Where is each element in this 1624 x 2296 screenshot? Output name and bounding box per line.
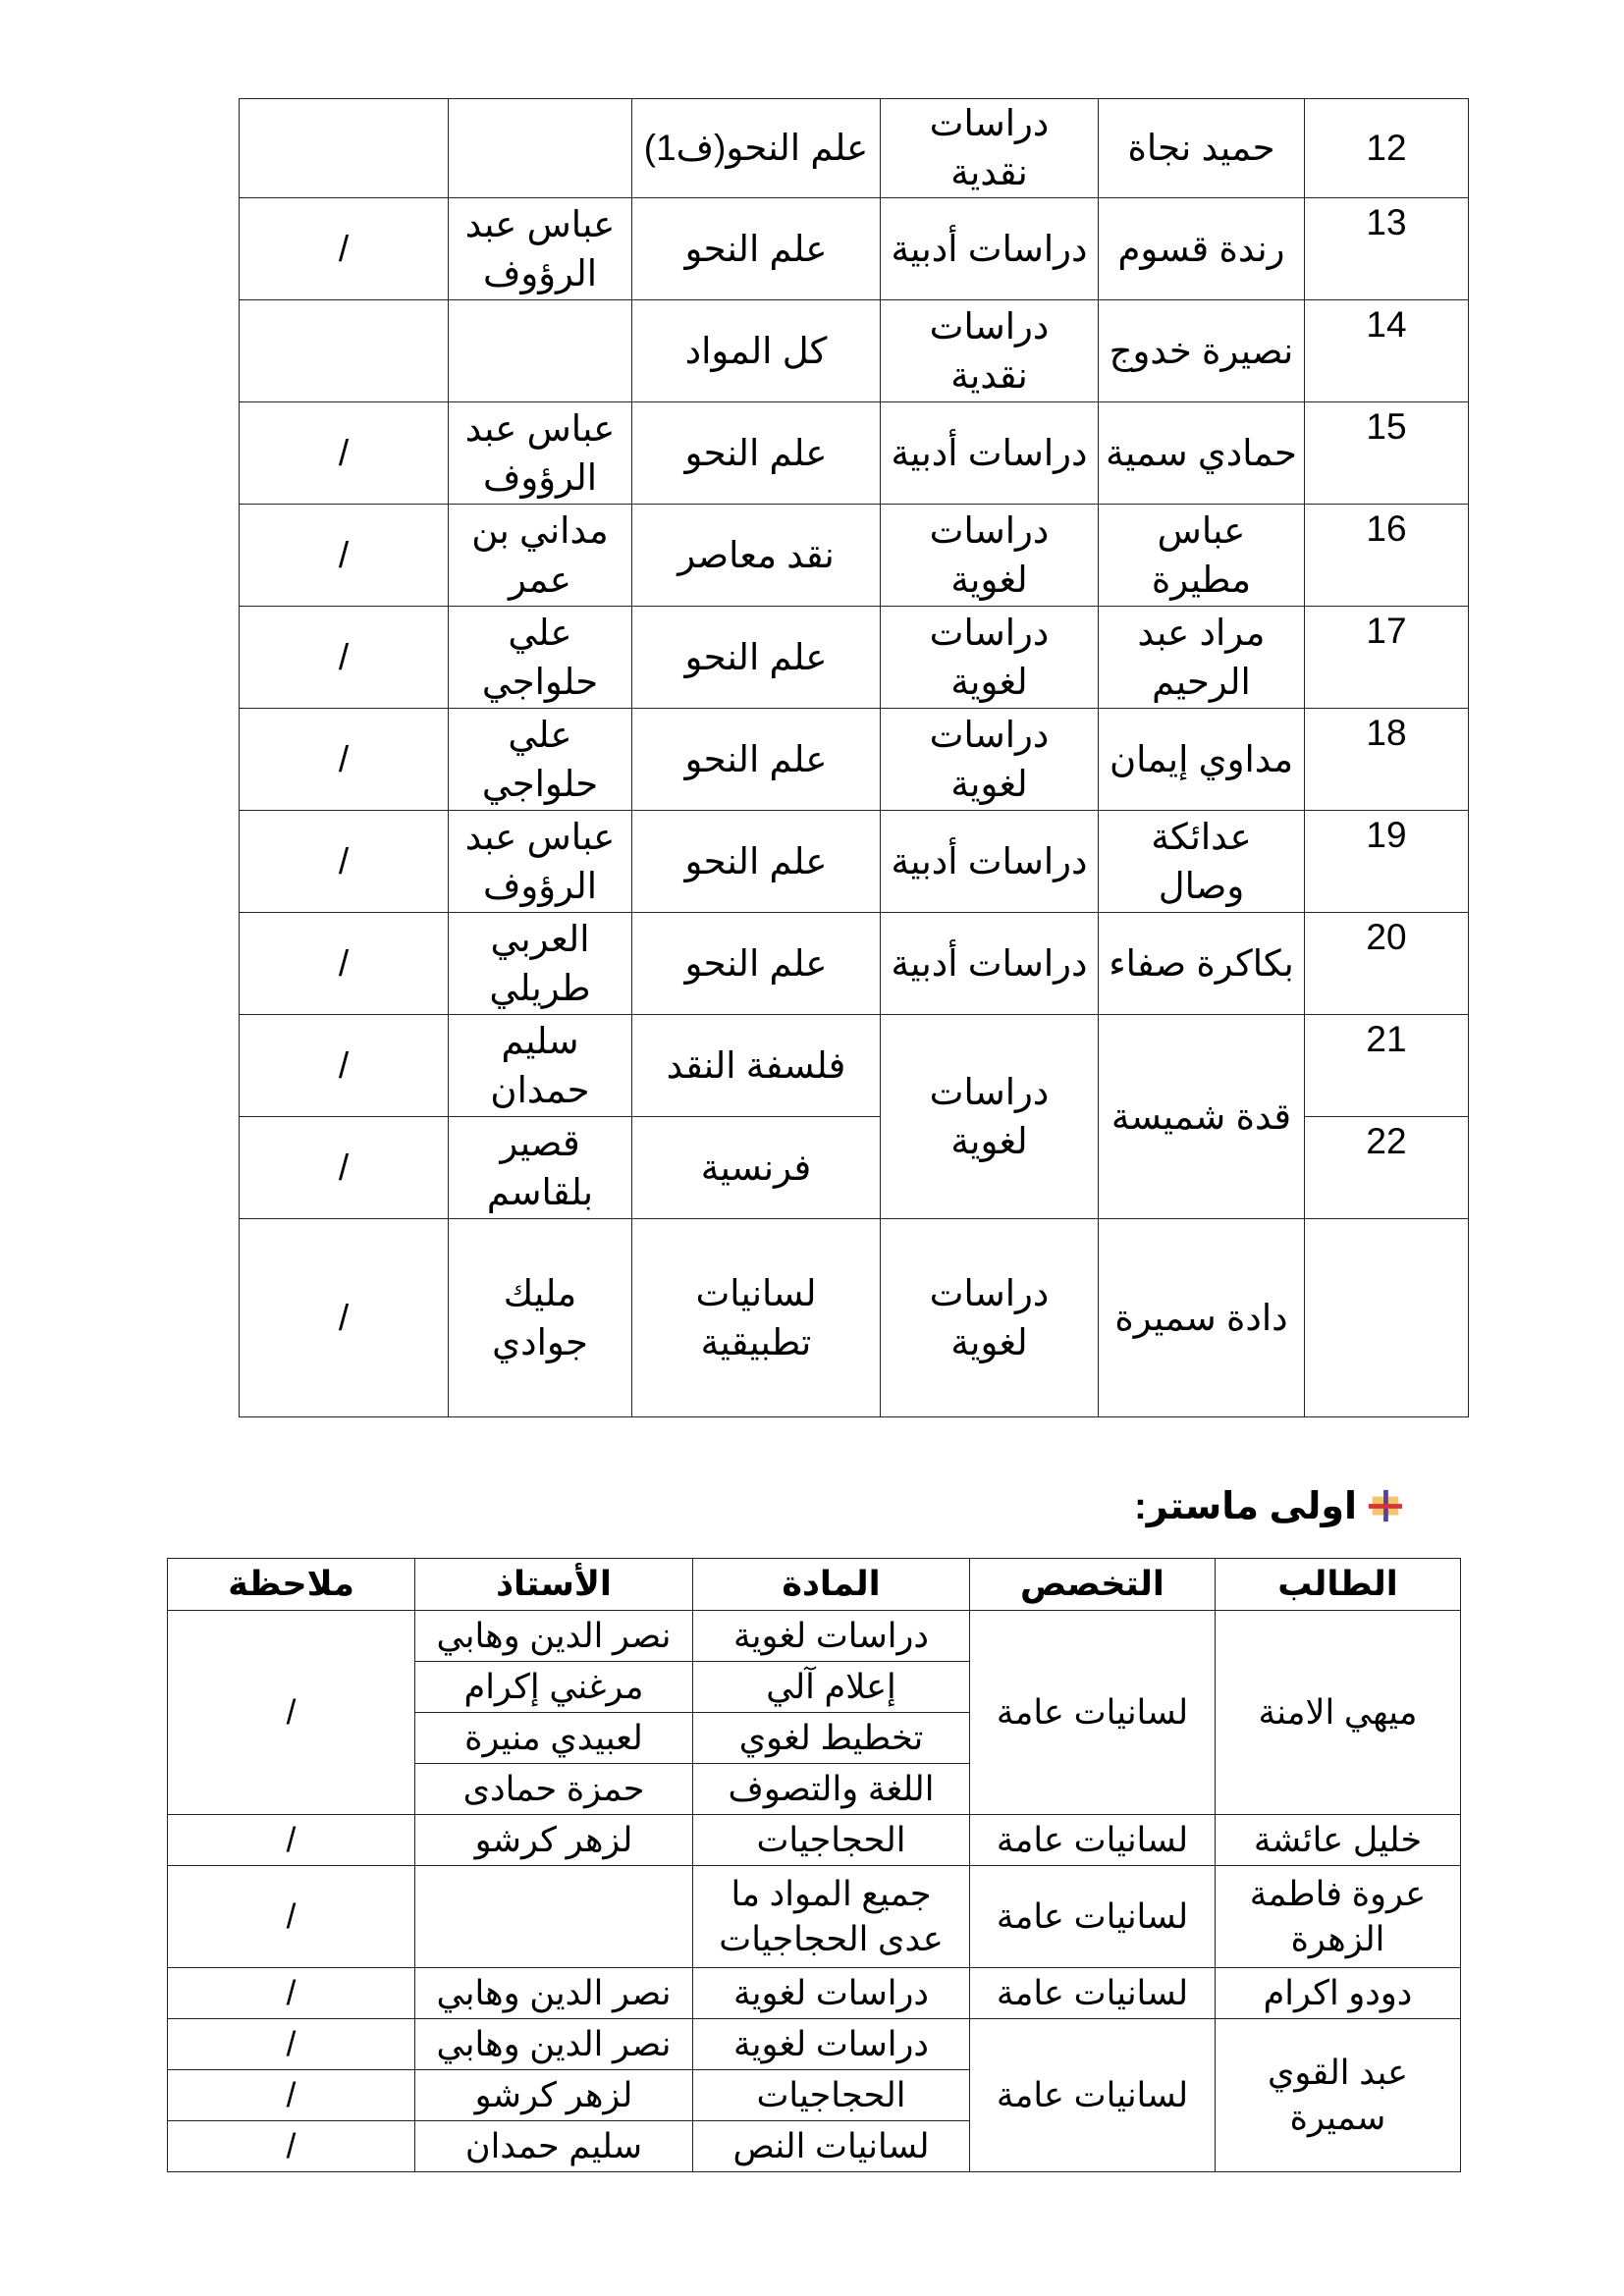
row-number: 22 — [1305, 1117, 1469, 1219]
specialty: دراسات نقدية — [881, 99, 1099, 198]
professor: مداني بن عمر — [449, 505, 632, 607]
specialty: دراسات لغوية — [881, 1015, 1099, 1219]
subject: كل المواد — [632, 300, 881, 402]
professor: علي حلواجي — [449, 607, 632, 709]
subject: فلسفة النقد — [632, 1015, 881, 1117]
table-row — [240, 300, 1469, 402]
subject: فرنسية — [632, 1117, 881, 1219]
student-name: عباس مطيرة — [1099, 505, 1305, 607]
student-name: حمادي سمية — [1099, 402, 1305, 505]
professor — [415, 1866, 693, 1968]
table-row — [240, 505, 1469, 607]
table-row — [240, 99, 1469, 198]
note: / — [168, 1968, 415, 2019]
students-table-1 — [239, 98, 1469, 1417]
note: / — [168, 2070, 415, 2121]
specialty: لسانيات عامة — [970, 2019, 1216, 2172]
specialty: دراسات أدبية — [881, 913, 1099, 1015]
note: / — [168, 1866, 415, 1968]
professor: نصر الدين وهابي — [415, 1611, 693, 1662]
professor: لعبيدي منيرة — [415, 1713, 693, 1764]
professor: سليم حمدان — [449, 1015, 632, 1117]
subject: علم النحو — [632, 709, 881, 811]
row-number: 21 — [1305, 1015, 1469, 1117]
professor: مرغني إكرام — [415, 1662, 693, 1713]
student-name: عروة فاطمة الزهرة — [1216, 1866, 1461, 1968]
subject: الحجاجيات — [693, 1815, 970, 1866]
specialty: لسانيات عامة — [970, 1968, 1216, 2019]
table-row — [240, 1219, 1469, 1417]
specialty: دراسات أدبية — [881, 811, 1099, 913]
specialty: لسانيات عامة — [970, 1815, 1216, 1866]
subject: علم النحو — [632, 607, 881, 709]
table-row — [240, 198, 1469, 300]
header-professor: الأستاذ — [415, 1559, 693, 1611]
professor: لزهر كرشو — [415, 1815, 693, 1866]
professor — [449, 99, 632, 198]
row-number: 19 — [1305, 811, 1469, 913]
professor — [449, 300, 632, 402]
student-name: قدة شميسة — [1099, 1015, 1305, 1219]
header-student: الطالب — [1216, 1559, 1461, 1611]
professor: مليك جوادي — [449, 1219, 632, 1417]
table-row — [168, 1968, 1461, 2019]
note: / — [240, 402, 449, 505]
subject: لسانيات النص — [693, 2121, 970, 2172]
section-heading — [1080, 1480, 1404, 1531]
professor: حمزة حمادى — [415, 1764, 693, 1815]
note: / — [240, 811, 449, 913]
row-number: 20 — [1305, 913, 1469, 1015]
row-number: 12 — [1305, 99, 1469, 198]
table-row — [240, 607, 1469, 709]
subject: دراسات لغوية — [693, 2019, 970, 2070]
note: / — [168, 1611, 415, 1815]
note: / — [240, 1015, 449, 1117]
professor: سليم حمدان — [415, 2121, 693, 2172]
specialty: لسانيات عامة — [970, 1611, 1216, 1815]
subject: علم النحو — [632, 913, 881, 1015]
specialty: لسانيات عامة — [970, 1866, 1216, 1968]
specialty: دراسات لغوية — [881, 709, 1099, 811]
row-number: 15 — [1305, 402, 1469, 505]
student-name: عبد القوي سميرة — [1216, 2019, 1461, 2172]
row-number: 14 — [1305, 300, 1469, 402]
subject: دراسات لغوية — [693, 1611, 970, 1662]
professor: نصر الدين وهابي — [415, 1968, 693, 2019]
header-row — [168, 1559, 1461, 1611]
row-number: 16 — [1305, 505, 1469, 607]
subject: دراسات لغوية — [693, 1968, 970, 2019]
note: / — [240, 913, 449, 1015]
note: / — [240, 1117, 449, 1219]
section-heading-text: اولى ماستر: — [1134, 1485, 1357, 1527]
student-name: بكاكرة صفاء — [1099, 913, 1305, 1015]
subject: لسانيات تطبيقية — [632, 1219, 881, 1417]
subject: تخطيط لغوي — [693, 1713, 970, 1764]
bullet-icon — [1367, 1487, 1404, 1524]
subject: الحجاجيات — [693, 2070, 970, 2121]
specialty: دراسات نقدية — [881, 300, 1099, 402]
student-name: عدائكة وصال — [1099, 811, 1305, 913]
note — [240, 99, 449, 198]
table-row — [168, 1815, 1461, 1866]
note — [240, 300, 449, 402]
specialty: دراسات أدبية — [881, 402, 1099, 505]
professor: العربي طريلي — [449, 913, 632, 1015]
note: / — [240, 505, 449, 607]
student-name: خليل عائشة — [1216, 1815, 1461, 1866]
professor: لزهر كرشو — [415, 2070, 693, 2121]
student-name: رندة قسوم — [1099, 198, 1305, 300]
table-row — [240, 1015, 1469, 1117]
row-number: 18 — [1305, 709, 1469, 811]
table-row — [240, 402, 1469, 505]
table-row — [240, 811, 1469, 913]
student-name: مداوي إيمان — [1099, 709, 1305, 811]
student-name: حميد نجاة — [1099, 99, 1305, 198]
student-name: نصيرة خدوج — [1099, 300, 1305, 402]
professor: نصر الدين وهابي — [415, 2019, 693, 2070]
subject: علم النحو — [632, 402, 881, 505]
subject: علم النحو — [632, 198, 881, 300]
professor: علي حلواجي — [449, 709, 632, 811]
subject: علم النحو — [632, 811, 881, 913]
table-row — [168, 1611, 1461, 1662]
subject: نقد معاصر — [632, 505, 881, 607]
subject: جميع المواد ما عدى الحجاجيات — [693, 1866, 970, 1968]
note: / — [240, 607, 449, 709]
table-row — [240, 913, 1469, 1015]
note: / — [168, 2019, 415, 2070]
professor: قصير بلقاسم — [449, 1117, 632, 1219]
row-number — [1305, 1219, 1469, 1417]
subject: علم النحو(ف1) — [632, 99, 881, 198]
table-row — [168, 2019, 1461, 2070]
student-name: دودو اكرام — [1216, 1968, 1461, 2019]
professor: عباس عبد الرؤوف — [449, 198, 632, 300]
specialty: دراسات لغوية — [881, 505, 1099, 607]
header-subject: المادة — [693, 1559, 970, 1611]
note: / — [240, 709, 449, 811]
note: / — [240, 198, 449, 300]
header-note: ملاحظة — [168, 1559, 415, 1611]
table-row — [168, 1866, 1461, 1968]
professor: عباس عبد الرؤوف — [449, 811, 632, 913]
table-row — [240, 709, 1469, 811]
student-name: مراد عبد الرحيم — [1099, 607, 1305, 709]
student-name: دادة سميرة — [1099, 1219, 1305, 1417]
subject: اللغة والتصوف — [693, 1764, 970, 1815]
master-students-table — [167, 1558, 1461, 2172]
note: / — [168, 2121, 415, 2172]
student-name: ميهي الامنة — [1216, 1611, 1461, 1815]
professor: عباس عبد الرؤوف — [449, 402, 632, 505]
row-number: 17 — [1305, 607, 1469, 709]
subject: إعلام آلي — [693, 1662, 970, 1713]
note: / — [168, 1815, 415, 1866]
note: / — [240, 1219, 449, 1417]
specialty: دراسات أدبية — [881, 198, 1099, 300]
row-number: 13 — [1305, 198, 1469, 300]
header-specialty: التخصص — [970, 1559, 1216, 1611]
specialty: دراسات لغوية — [881, 1219, 1099, 1417]
specialty: دراسات لغوية — [881, 607, 1099, 709]
